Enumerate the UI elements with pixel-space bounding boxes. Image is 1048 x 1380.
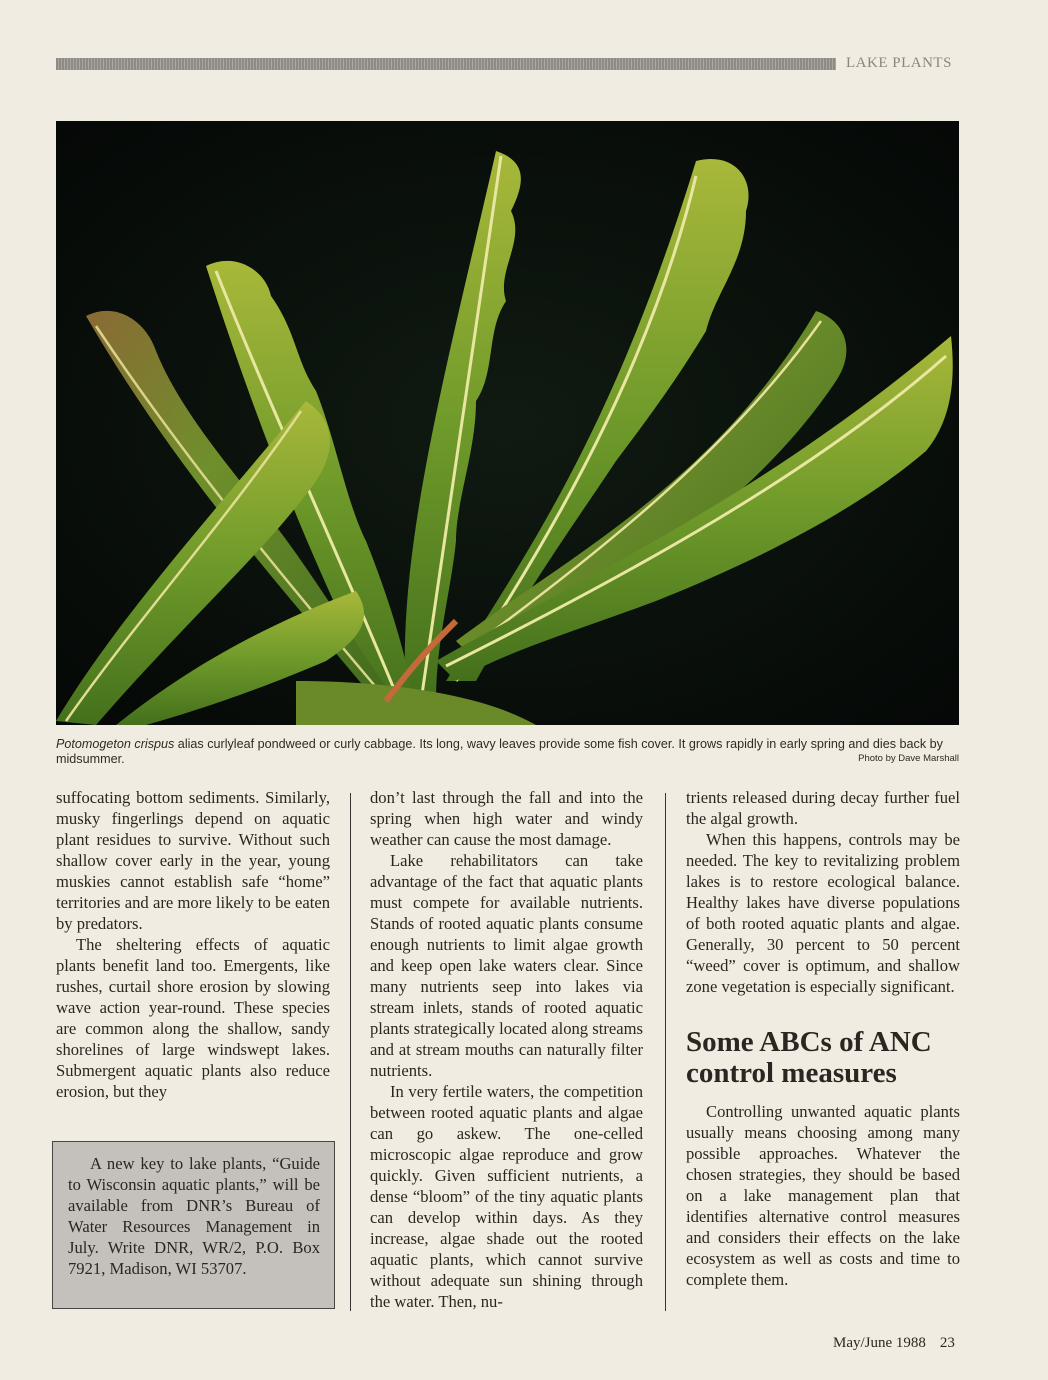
column-rule [350, 793, 351, 1311]
article-column-2 [370, 787, 643, 1312]
article-column-3 [686, 787, 960, 1290]
header-rule [56, 58, 836, 70]
curlyleaf-pondweed-photo [56, 121, 959, 725]
page-number: 23 [939, 1335, 955, 1351]
article-column-1 [56, 787, 330, 1102]
paragraph: In very fertile waters, the competition between rooted aquatic plants and algae can go askew. The one-celled microscopic algae reproduce and grow quickly. Given sufficient nutrients, a dense “bloom” of the tiny aquatic plants can develop within days. As they increase, algae shade out the rooted aquatic plants, which cannot survive without adequate sun shining through the water. Then, nu- [370, 1082, 643, 1311]
column-rule [665, 793, 666, 1311]
issue-date: May/June 1988 [833, 1335, 926, 1351]
photo-credit: Photo by Dave Marshall [858, 753, 959, 764]
paragraph: Controlling unwanted aquatic plants usually means choosing among many possible approaches. Whatever the chosen strategies, they should be based on a lake management plan that identifies alternative control measures and considers their effects on the lake ecosystem as well as costs and time to complete them. [686, 1102, 960, 1289]
caption-text: alias curlyleaf pondweed or curly cabbage. Its long, wavy leaves provide some fish cover. It grows rapidly in early spring and dies back by midsummer. [56, 737, 943, 766]
paragraph: The sheltering effects of aquatic plants benefit land too. Emergents, like rushes, curtail shore erosion by slowing wave action year-round. These species are common along the shallow, sandy shorelines of large windswept lakes. Submergent aquatic plants also reduce erosion, but they [56, 935, 330, 1101]
paragraph: Lake rehabilitators can take advantage of the fact that aquatic plants must compete for available nutrients. Stands of rooted aquatic plants consume enough nutrients to limit algae growth and keep open lake waters clear. Since many nutrients seep into lakes via stream inlets, stands of rooted aquatic plants strategically located along streams and at stream mouths can naturally filter nutrients. [370, 851, 643, 1080]
paragraph: When this happens, controls may be needed. The key to revitalizing problem lakes is to restore ecological balance. Healthy lakes have diverse populations of both rooted aquatic plants and algae. Generally, 30 percent to 50 percent “weed” cover is optimum, and shallow zone vegetation is especially significant. [686, 830, 960, 996]
sidebar-box [52, 1141, 335, 1309]
paragraph: suffocating bottom sediments. Similarly, musky fingerlings depend on aquatic plant residues to survive. Without such shallow cover early in the year, young muskies cannot establish safe “home” territories and are more likely to be eaten by predators. [56, 788, 330, 933]
caption-scientific-name: Potomogeton crispus [56, 737, 175, 751]
sidebar-text: A new key to lake plants, “Guide to Wisconsin aquatic plants,” will be available from DNR’s Bureau of Water Resources Management in July. Write DNR, WR/2, P.O. Box 7921, Madison, WI 53707. [68, 1154, 320, 1278]
pondweed-illustration [56, 121, 959, 725]
page-footer [833, 1335, 955, 1352]
section-label: LAKE PLANTS [846, 55, 952, 71]
paragraph: trients released during decay further fuel the algal growth. [686, 788, 960, 828]
paragraph: don’t last through the fall and into the spring when high water and windy weather can cause the most damage. [370, 788, 643, 849]
section-heading: Some ABCs of ANC control measures [686, 1026, 932, 1089]
photo-caption [56, 737, 959, 767]
